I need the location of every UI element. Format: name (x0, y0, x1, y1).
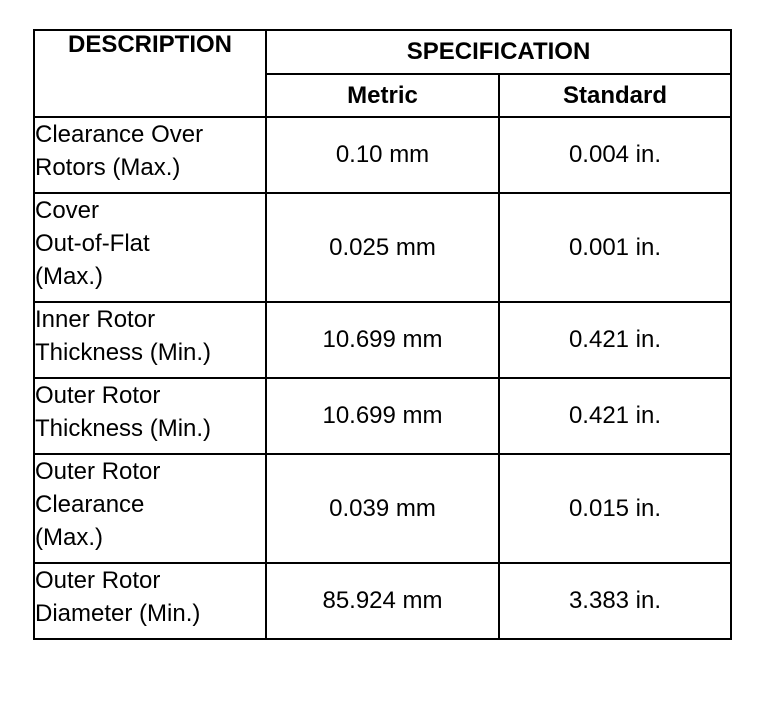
header-specification: SPECIFICATION (266, 30, 731, 74)
row-description-line: (Max.) (35, 524, 103, 551)
row-description (34, 378, 266, 454)
row-description-line: Rotors (Max.) (35, 154, 181, 181)
row-description-line: Thickness (Min.) (35, 339, 212, 366)
row-standard-value: 0.004 in. (499, 117, 731, 193)
table-row (34, 117, 731, 193)
table-row (34, 454, 731, 563)
row-standard-value: 0.421 in. (499, 302, 731, 378)
row-description-line: Clearance (35, 491, 145, 518)
row-description (34, 193, 266, 302)
row-standard-value: 0.001 in. (499, 193, 731, 302)
row-standard-value: 3.383 in. (499, 563, 731, 639)
row-standard-value: 0.015 in. (499, 454, 731, 563)
row-description-line: (Max.) (35, 263, 103, 290)
row-description-line: Diameter (Min.) (35, 600, 201, 627)
row-description-line: Out-of-Flat (35, 230, 150, 257)
row-description-line: Outer Rotor (35, 567, 161, 594)
table-row (34, 193, 731, 302)
row-metric-value: 0.039 mm (266, 454, 499, 563)
header-standard: Standard (499, 74, 731, 117)
row-description-line: Clearance Over (35, 121, 204, 148)
row-metric-value: 0.025 mm (266, 193, 499, 302)
row-metric-value: 0.10 mm (266, 117, 499, 193)
row-description (34, 117, 266, 193)
specification-table (33, 29, 732, 640)
row-description-line: Thickness (Min.) (35, 415, 212, 442)
row-description-line: Inner Rotor (35, 306, 156, 333)
row-description-line: Cover (35, 197, 100, 224)
table-row (34, 378, 731, 454)
header-metric: Metric (266, 74, 499, 117)
row-description (34, 563, 266, 639)
table-row (34, 563, 731, 639)
row-description (34, 302, 266, 378)
row-metric-value: 10.699 mm (266, 378, 499, 454)
table-row (34, 302, 731, 378)
row-description-line: Outer Rotor (35, 382, 161, 409)
row-description-line: Outer Rotor (35, 458, 161, 485)
row-metric-value: 85.924 mm (266, 563, 499, 639)
row-description (34, 454, 266, 563)
row-metric-value: 10.699 mm (266, 302, 499, 378)
header-description: DESCRIPTION (34, 30, 266, 117)
row-standard-value: 0.421 in. (499, 378, 731, 454)
